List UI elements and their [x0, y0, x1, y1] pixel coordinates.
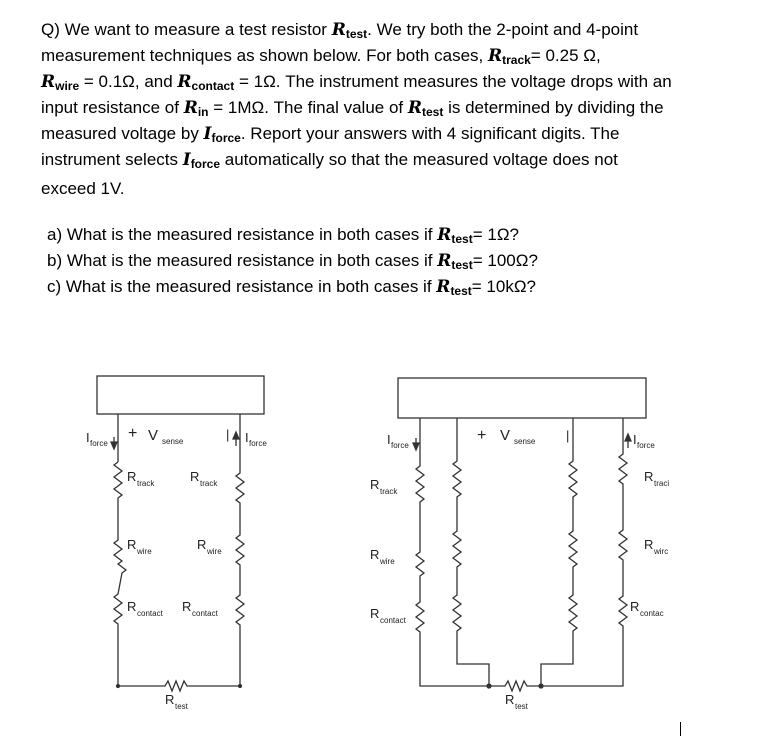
svg-text:contact: contact: [380, 616, 406, 625]
svg-text:traci: traci: [654, 479, 670, 488]
svg-text:|: |: [566, 428, 570, 443]
svg-text:V: V: [148, 427, 159, 444]
part-b: b) What is the measured resistance in both cases if $R_{test}= 100\Omega$?: [47, 251, 538, 272]
svg-text:force: force: [249, 439, 267, 448]
svg-text:+: +: [477, 427, 487, 444]
svg-text:track: track: [137, 479, 155, 488]
svg-text:R: R: [644, 537, 654, 552]
svg-text:contact: contact: [192, 609, 218, 618]
question-text: Q) We want to measure a test resistor $R_{test}$. We try both the 2-point and 4-point measurement techniques as shown below. For both cases, $R_{track}= 0.25$ Ω, $R_{wire} = 0.1\Omega$, and $R_{contact} = 1\Omega$. The instrument measures the voltage drops with an input resistance of $R_{in} = 1M\Omega$. The final value of $R_{test}$ is determined by dividing the measured voltage by $I_{force}$. Report your answers with 4 significant digits. The instrument selects $I_{force}$ automatically so that the measured voltage does not exceed 1V.: [41, 20, 672, 198]
svg-text:R: R: [644, 469, 654, 484]
svg-text:wire: wire: [380, 557, 395, 566]
svg-text:R: R: [505, 692, 515, 707]
svg-text:R: R: [127, 599, 137, 614]
svg-text:force: force: [391, 441, 409, 450]
svg-text:R: R: [127, 537, 137, 552]
instrument-box-4pt: [398, 378, 646, 418]
svg-text:I: I: [387, 432, 391, 447]
svg-text:force: force: [90, 439, 108, 448]
svg-text:R: R: [197, 537, 207, 552]
svg-text:contac: contac: [640, 609, 664, 618]
svg-text:R: R: [630, 599, 640, 614]
text-cursor: [680, 722, 681, 736]
svg-text:R: R: [370, 477, 380, 492]
svg-text:I: I: [245, 430, 249, 445]
svg-text:|: |: [226, 427, 230, 442]
instrument-box-2pt: [97, 376, 264, 414]
svg-text:R: R: [370, 606, 380, 621]
svg-text:R: R: [127, 469, 137, 484]
svg-text:R: R: [190, 469, 200, 484]
svg-text:wirc: wirc: [654, 547, 669, 556]
svg-text:R: R: [182, 599, 192, 614]
svg-text:track: track: [200, 479, 218, 488]
svg-text:force: force: [637, 441, 655, 450]
svg-text:test: test: [515, 702, 528, 711]
svg-text:sense: sense: [162, 437, 184, 446]
svg-text:contact: contact: [137, 609, 163, 618]
svg-text:test: test: [175, 702, 188, 711]
svg-text:I: I: [86, 430, 90, 445]
part-a: a) What is the measured resistance in both cases if $R_{test}= 1\Omega$?: [47, 225, 520, 246]
svg-text:R: R: [165, 692, 175, 707]
svg-text:+: +: [128, 425, 138, 442]
svg-text:wire: wire: [137, 547, 152, 556]
svg-text:wire: wire: [207, 547, 222, 556]
svg-text:I: I: [633, 432, 637, 447]
part-c: c) What is the measured resistance in both cases if $R_{test}= 10k\Omega$?: [47, 277, 537, 298]
svg-text:sense: sense: [514, 437, 536, 446]
svg-text:R: R: [370, 547, 380, 562]
svg-text:track: track: [380, 487, 398, 496]
svg-text:V: V: [500, 427, 511, 444]
